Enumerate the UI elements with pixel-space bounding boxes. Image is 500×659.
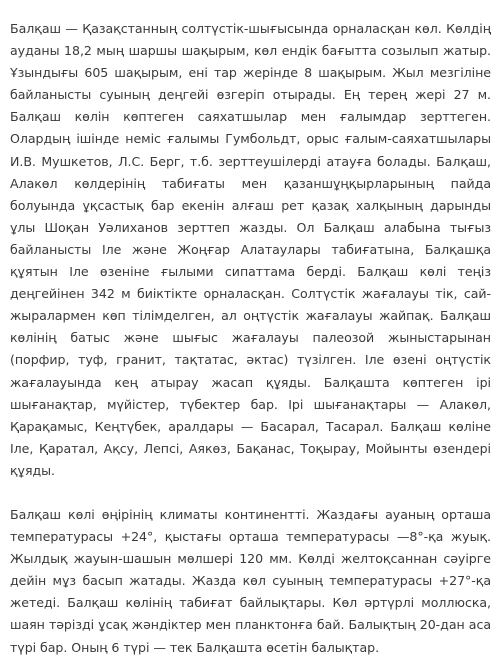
paragraph-lake-climate: Балқаш көлі өңірінің климаты континентті. Жаздағы ауаның орташа температурасы +24°, қыстағы орташа температурасы —8°-қа жуық. Жылдық жауын-шашын мөлшері 120 мм. Көлді желтоқсаннан сәуірге дейін мұз басып жатады. Жазда көл суының температурасы +27°-қа жетеді. Балқаш көлінің табиғат байлықтары. Көл әртүрлі моллюска, шаян тәрізді ұсақ жәндіктер мен планктонға бай. Балықтың 20-дан аса түрі бар. Оның 6 түрі — тек Балқашта өсетін балықтар.	[10, 506, 491, 655]
paragraph-lake-description: Балқаш — Қазақстанның солтүстік-шығысында орналасқан көл. Көлдің ауданы 18,2 мың шаршы шақырым, көл ендік бағытта созылып жатыр. Ұзындығы 605 шақырым, ені тар жерінде 8 шақырым. Жыл мезгіліне байланысты суының деңгейі өзгеріп отырады. Ең терең жері 27 м. Балқаш көлін көптеген саяхатшылар мен ғалымдар зерттеген. Олардың ішінде неміс ғалымы Гумбольдт, орыс ғалым-саяхатшылары И.В. Мушкетов, Л.С. Берг, т.б. зерттеушілерді атауға болады. Балқаш, Алакөл көлдерінің табиғаты мен қазаншұңқырларының пайда болуында ұқсастық бар екенін алғаш рет қазақ халқының дарынды ұлы Шоқан Уәлиханов зерттеп жазды. Ол Балқаш алабына тығыз байланысты Іле және Жоңғар Алатаулары табиғатына, Балқашқа құятын Іле өзеніне ғылыми сипаттама берді. Балқаш көлі теңіз деңгейінен 342 м биіктікте орналасқан. Солтүстік жағалауы тік, сай-жыралармен көп тілімделген, ал оңтүстік жағалауы жайпақ. Балқаш көлінің батыс және шығыс жағалауы палеозой жыныстарынан (порфир, туф, гранит, тақтатас, әктас) түзілген. Іле өзені оңтүстік жағалауында кең атырау жасап құяды. Балқашта көптеген ірі шығанақтар, мүйістер, түбектер бар. Ірі шығанақтары — Алакөл, Қарақамыс, Кеңтүбек, аралдары — Басарал, Тасарал. Балқаш көліне Іле, Қаратал, Ақсу, Лепсі, Аякөз, Бақанас, Тоқырау, Мойынты өзендері құяды.	[10, 21, 491, 478]
